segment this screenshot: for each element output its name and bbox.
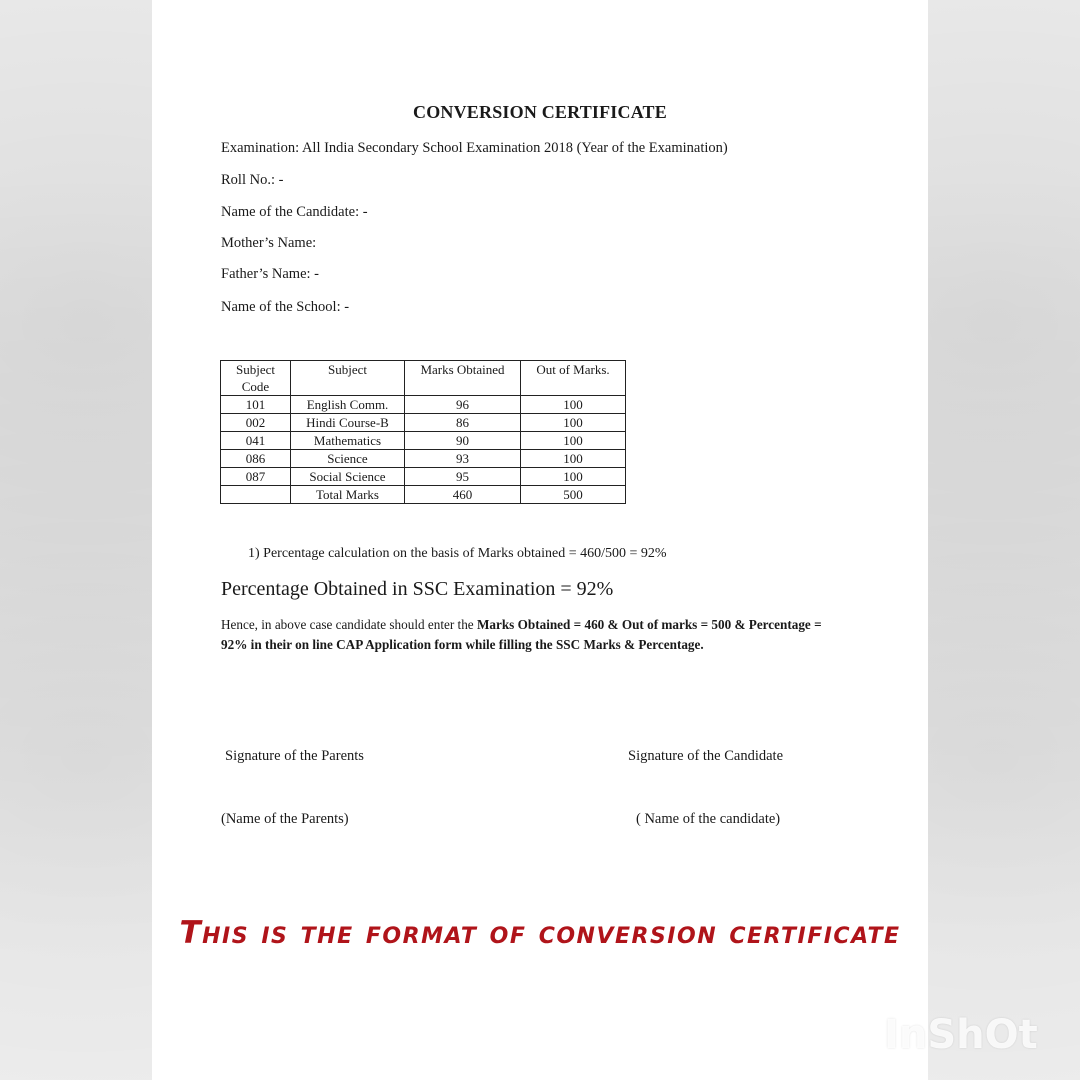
cell-subject: Social Science <box>291 468 405 486</box>
cell-marks: 95 <box>405 468 521 486</box>
cell-out-of: 100 <box>521 432 626 450</box>
header-subject-code <box>221 361 291 396</box>
mother-name-field: Mother’s Name: <box>221 235 317 251</box>
cell-code <box>221 486 291 504</box>
table-row <box>221 432 626 450</box>
table-row <box>221 450 626 468</box>
cell-subject: Hindi Course-B <box>291 414 405 432</box>
instruction-bold: Marks Obtained = 460 & Out of marks = 500 & Percentage = 92% in their on line CAP Application form while filling the SSC Marks & Percentage. <box>221 617 822 652</box>
father-name-field: Father’s Name: - <box>221 266 319 282</box>
signature-parents: Signature of the Parents <box>225 748 364 764</box>
roll-no-field: Roll No.: - <box>221 172 284 188</box>
name-of-parents: (Name of the Parents) <box>221 811 349 827</box>
cell-out-of: 100 <box>521 396 626 414</box>
cell-marks: 86 <box>405 414 521 432</box>
cell-subject: English Comm. <box>291 396 405 414</box>
cell-subject: Total Marks <box>291 486 405 504</box>
table-row <box>221 414 626 432</box>
cell-marks: 460 <box>405 486 521 504</box>
cell-code: 041 <box>221 432 291 450</box>
table-row <box>221 396 626 414</box>
document-title: CONVERSION CERTIFICATE <box>413 102 667 122</box>
name-of-candidate: ( Name of the candidate) <box>636 811 781 827</box>
candidate-name-field: Name of the Candidate: - <box>221 204 368 220</box>
header-out-of-marks: Out of Marks. <box>521 361 626 396</box>
cell-code: 087 <box>221 468 291 486</box>
header-code-line2: Code <box>241 379 270 394</box>
table-header-row <box>221 361 626 396</box>
cell-out-of: 100 <box>521 450 626 468</box>
inshot-watermark: InShOt <box>884 1012 1038 1058</box>
cell-code: 002 <box>221 414 291 432</box>
cell-out-of: 500 <box>521 486 626 504</box>
examination-field: Examination: All India Secondary School Examination 2018 (Year of the Examination) <box>221 140 728 156</box>
percentage-obtained: Percentage Obtained in SSC Examination = 92% <box>221 578 614 600</box>
cell-out-of: 100 <box>521 414 626 432</box>
signature-candidate: Signature of the Candidate <box>628 748 784 764</box>
cell-marks: 96 <box>405 396 521 414</box>
school-name-field: Name of the School: - <box>221 299 350 315</box>
cell-subject: Mathematics <box>291 432 405 450</box>
percentage-calculation: 1) Percentage calculation on the basis of Marks obtained = 460/500 = 92% <box>248 546 667 561</box>
cell-marks: 90 <box>405 432 521 450</box>
cell-subject: Science <box>291 450 405 468</box>
cell-out-of: 100 <box>521 468 626 486</box>
cell-code: 086 <box>221 450 291 468</box>
cell-marks: 93 <box>405 450 521 468</box>
header-marks-obtained: Marks Obtained <box>405 361 521 396</box>
table-row <box>221 468 626 486</box>
table-total-row <box>221 486 626 504</box>
instruction-prefix: Hence, in above case candidate should enter the <box>221 617 477 632</box>
overlay-caption: This is the format of conversion certificate <box>179 915 901 951</box>
header-code-line1: Subject <box>236 362 275 377</box>
header-subject: Subject <box>291 361 405 396</box>
cell-code: 101 <box>221 396 291 414</box>
instruction-paragraph <box>221 615 841 655</box>
marks-table <box>220 360 626 504</box>
